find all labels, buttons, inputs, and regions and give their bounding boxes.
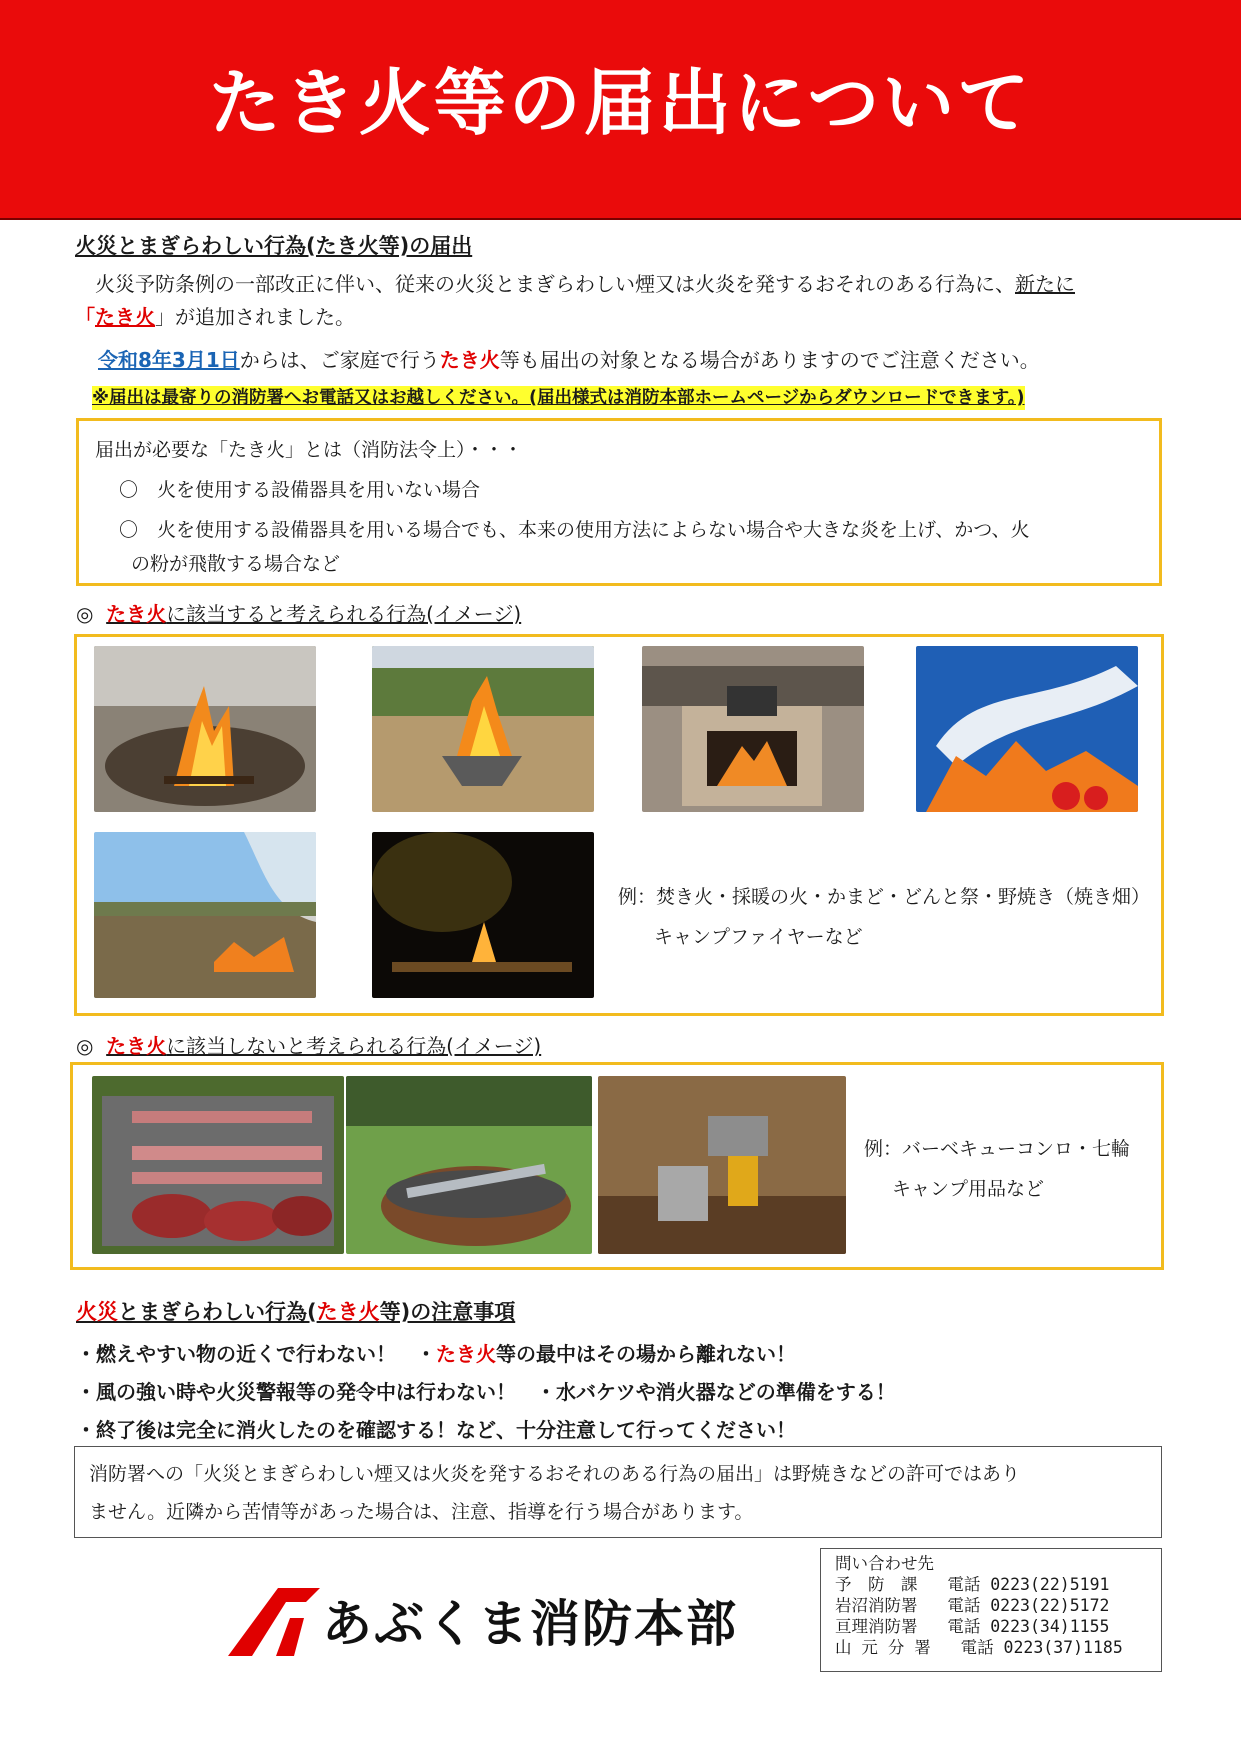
- notice-line-1: 消防署への「火災とまぎらわしい煙又は火炎を発するおそれのある行為の届出」は野焼きなどの許可ではあり: [89, 1463, 1021, 1485]
- section-heading-notification: 火災とまぎらわしい行為(たき火等)の届出: [75, 234, 473, 258]
- kamado-stove-photo: [642, 646, 864, 812]
- cautions-heading: 火災とまぎらわしい行為(たき火等)の注意事項: [76, 1300, 516, 1324]
- not-applicable-heading: ◎ たき火に該当しないと考えられる行為(イメージ): [76, 1034, 542, 1058]
- effective-date-paragraph: 令和8年3月1日からは、ご家庭で行うたき火等も届出の対象となる場合がありますのでご注意ください。: [98, 348, 1040, 372]
- contact-title: 問い合わせ先: [835, 1554, 934, 1573]
- org-name: あぶくま消防本部: [322, 1595, 738, 1653]
- campfire-photo: [372, 832, 594, 998]
- effective-date: 令和8年3月1日: [98, 348, 240, 372]
- notice-highlight: ※届出は最寄りの消防署へお電話又はお越しください。(届出様式は消防本部ホームページからダウンロードできます。): [92, 388, 1025, 408]
- notice-box: [74, 1446, 1162, 1538]
- definition-intro: 届出が必要な「たき火」とは（消防法令上）・・・: [95, 439, 523, 461]
- intro-paragraph-cont: 「たき火」が追加されました。: [75, 305, 355, 329]
- contact-row: 山 元 分 署 電話 0223(37)1185: [835, 1638, 1123, 1657]
- bbq-grill-photo: [92, 1076, 344, 1254]
- field-burning-photo: [94, 832, 316, 998]
- contact-row: 岩沼消防署 電話 0223(22)5172: [835, 1596, 1110, 1615]
- bonfire-photo: [94, 646, 316, 812]
- dontosai-festival-photo: [916, 646, 1138, 812]
- intro-paragraph: 火災予防条例の一部改正に伴い、従来の火災とまぎらわしい煙又は火炎を発するおそれのある行為に、新たに: [75, 272, 1075, 296]
- definition-box: [76, 418, 1162, 586]
- page-title: たき火等の届出について: [208, 61, 1033, 145]
- definition-item-2: 〇 火を使用する設備器具を用いる場合でも、本来の使用方法によらない場合や大きな炎を上げ、かつ、火: [119, 519, 1030, 541]
- contact-row: 亘理消防署 電話 0223(34)1155: [835, 1617, 1110, 1636]
- page-header: [0, 0, 1241, 220]
- portable-firepit-photo: [372, 646, 594, 812]
- contact-box: [820, 1548, 1162, 1672]
- camping-stove-photo: [598, 1076, 846, 1254]
- not-applicable-examples: 例：バーベキューコンロ・七輪: [864, 1138, 1131, 1160]
- notice-line-2: ません。近隣から苦情等があった場合は、注意、指導を行う場合があります。: [89, 1501, 754, 1523]
- definition-item-1: 〇 火を使用する設備器具を用いない場合: [119, 479, 481, 501]
- caution-line-2: ・風の強い時や火災警報等の発令中は行わない！ ・水バケツや消火器などの準備をする！: [76, 1380, 896, 1404]
- caution-line-3: ・終了後は完全に消火したのを確認する！など、十分注意して行ってください！: [76, 1418, 796, 1442]
- definition-item-2-cont: の粉が飛散する場合など: [131, 553, 341, 575]
- takibi-keyword: たき火: [95, 305, 155, 329]
- shichirin-grill-photo: [346, 1076, 592, 1254]
- contact-row: 予 防 課 電話 0223(22)5191: [835, 1575, 1110, 1594]
- applicable-examples: 例：焚き火・採暖の火・かまど・どんと祭・野焼き（焼き畑）: [618, 886, 1151, 908]
- caution-line-1: ・燃えやすい物の近くで行わない！ ・たき火等の最中はその場から離れない！: [76, 1342, 796, 1366]
- abukuma-logo-icon: [228, 1588, 320, 1656]
- not-applicable-examples-cont: キャンプ用品など: [892, 1178, 1045, 1200]
- applicable-examples-cont: キャンプファイヤーなど: [654, 926, 863, 948]
- applicable-heading: ◎ たき火に該当すると考えられる行為(イメージ): [76, 602, 522, 626]
